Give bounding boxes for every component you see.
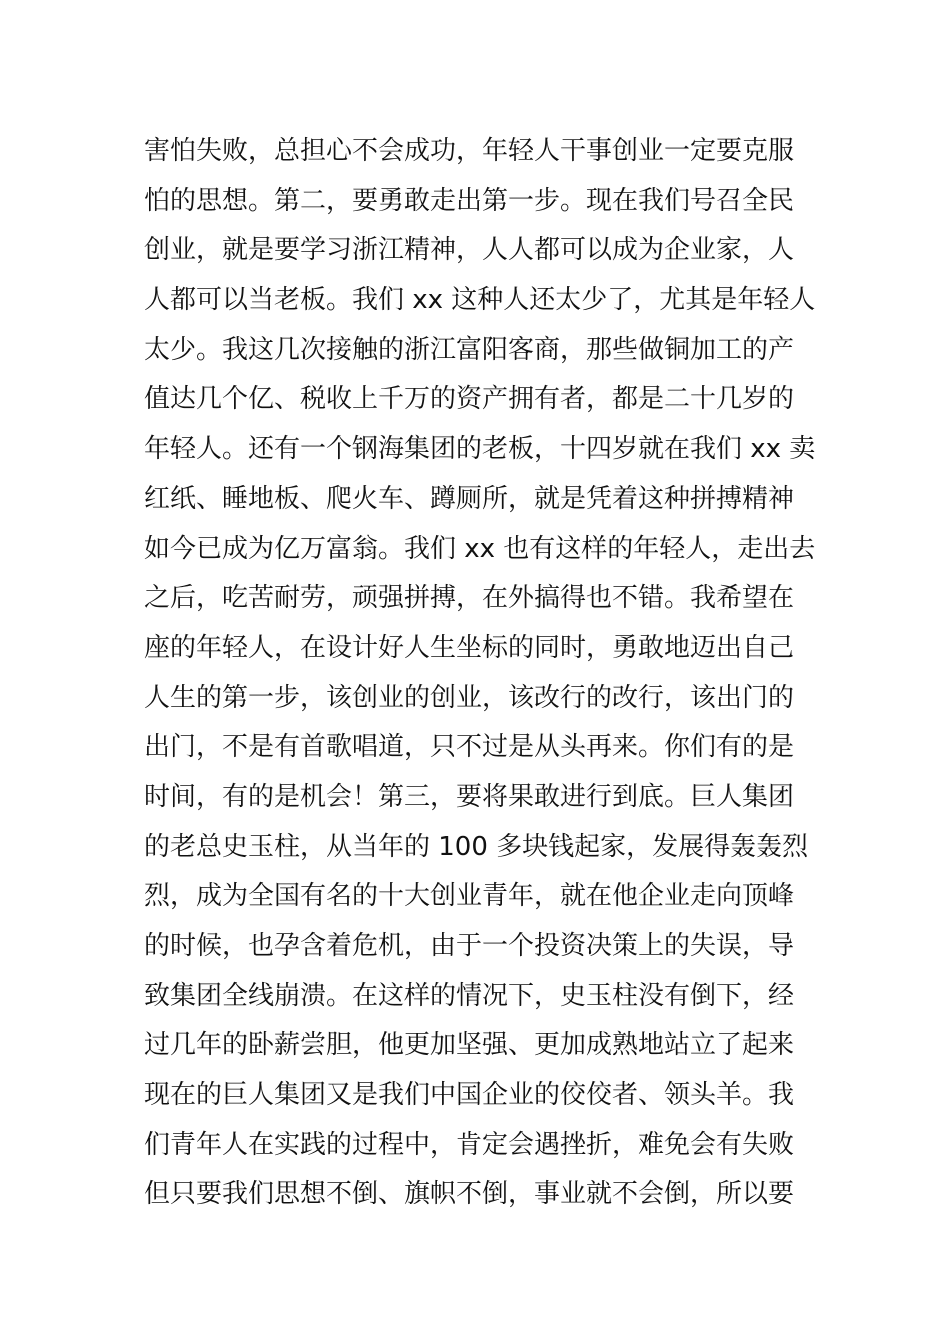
text-line: 之后，吃苦耐劳，顽强拼搏，在外搞得也不错。我希望在 xyxy=(144,583,795,614)
text-line: 的时候，也孕含着危机，由于一个投资决策上的失误，导 xyxy=(144,931,795,961)
text-line: 年轻人。还有一个钢海集团的老板，十四岁就在我们 xx 卖 xyxy=(144,434,816,465)
text-line: 烈，成为全国有名的十大创业青年，就在他企业走向顶峰 xyxy=(144,881,795,912)
text-line: 时间，有的是机会！第三，要将果敢进行到底。巨人集团 xyxy=(144,781,795,812)
text-line: 人都可以当老板。我们 xx 这种人还太少了，尤其是年轻人 xyxy=(144,285,816,316)
text-line: 的老总史玉柱，从当年的 100 多块钱起家，发展得轰轰烈 xyxy=(144,831,809,862)
text-line: 致集团全线崩溃。在这样的情况下，史玉柱没有倒下，经 xyxy=(144,980,795,1011)
text-line: 座的年轻人，在设计好人生坐标的同时，勇敢地迈出自己 xyxy=(144,632,795,663)
text-line: 太少。我这几次接触的浙江富阳客商，那些做铜加工的产 xyxy=(144,334,795,365)
body-text xyxy=(144,127,824,1220)
text-line: 出门，不是有首歌唱道，只不过是从头再来。你们有的是 xyxy=(144,732,795,763)
text-line: 过几年的卧薪尝胆，他更加坚强、更加成熟地站立了起来 xyxy=(144,1030,795,1061)
text-line: 害怕失败，总担心不会成功，年轻人干事创业一定要克服 xyxy=(144,136,795,166)
text-line: 们青年人在实践的过程中，肯定会遇挫折，难免会有失败 xyxy=(144,1129,795,1160)
text-line: 现在的巨人集团又是我们中国企业的佼佼者、领头羊。我 xyxy=(144,1080,795,1111)
text-line: 人生的第一步，该创业的创业，该改行的改行，该出门的 xyxy=(144,682,795,713)
text-line: 创业，就是要学习浙江精神，人人都可以成为企业家，人 xyxy=(144,235,795,266)
text-line: 但只要我们思想不倒、旗帜不倒，事业就不会倒，所以要 xyxy=(144,1179,795,1210)
text-line: 红纸、睡地板、爬火车、蹲厕所，就是凭着这种拼搏精神 xyxy=(144,483,795,514)
text-line: 如今已成为亿万富翁。我们 xx 也有这样的年轻人，走出去 xyxy=(144,533,816,564)
text-line: 怕的思想。第二，要勇敢走出第一步。现在我们号召全民 xyxy=(144,185,795,216)
text-line: 值达几个亿、税收上千万的资产拥有者，都是二十几岁的 xyxy=(144,384,795,415)
